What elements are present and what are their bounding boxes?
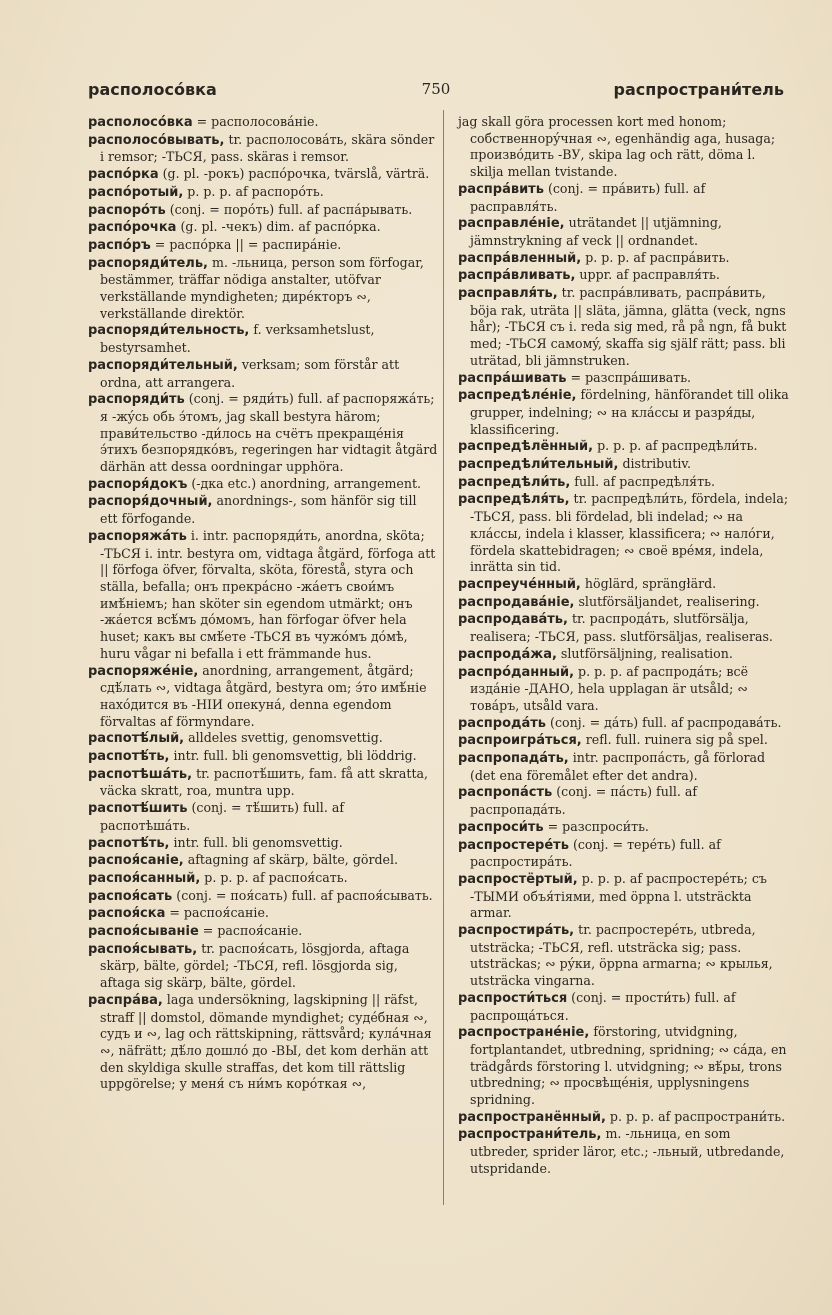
entry-headword: распропáсть	[458, 785, 553, 801]
dictionary-entry	[88, 493, 438, 527]
entry-headword: распоя́сываніе	[88, 924, 199, 940]
dictionary-entry	[458, 1024, 792, 1109]
dictionary-entry	[88, 800, 438, 834]
entry-headword: распóръ	[88, 237, 151, 253]
dictionary-entry	[458, 990, 792, 1024]
entry-definition: tr. распредѣли́ть, fördela, indela; -ТЬСЯ, pass. bli fördelad, bli indelad; ∾ на клáссы, indela i klasser, klassificera; ∾ налóги, fördela skattebidragen; ∾ своё врéмя, indela, inrätta sin tid.	[470, 491, 789, 575]
entry-definition: distributiv.	[618, 456, 692, 472]
entry-definition: jag skall göra processen kort med honom; собственнорýчная ∾, egenhändig aga, husaga; произвóдить -ВУ, skipa lag och rätt, döma l. skilja mellan tvistande.	[458, 114, 776, 180]
entry-definition: aftagning af skärp, bälte, gördel.	[183, 852, 399, 868]
entry-headword: распродáжа,	[458, 646, 557, 662]
entry-headword: распредѣлённый,	[458, 439, 594, 455]
entry-definition: fördelning, hänförandet till olika grupper, indelning; ∾ на клáссы и разря́ды, klassificering.	[470, 387, 789, 437]
dictionary-entry	[88, 870, 438, 888]
entry-headword: распоряди́ть	[88, 392, 185, 408]
entry-definition: intr. full. bli genomsvettig.	[169, 834, 343, 850]
entry-definition: p. p. p. af распредѣли́ть.	[593, 438, 758, 454]
entry-definition: tr. распотѣ́шить, fam. få att skratta, väcka skratt, roa, muntra upp.	[100, 765, 429, 799]
dictionary-entry	[458, 784, 792, 818]
entry-definition: = разспрáшивать.	[566, 369, 692, 385]
entry-definition: höglärd, sprängłärd.	[580, 575, 717, 591]
dictionary-entry	[458, 215, 792, 249]
dictionary-entry	[458, 438, 792, 456]
dictionary-entry	[458, 474, 792, 492]
dictionary-entry	[88, 766, 438, 800]
entry-headword: распотѣ́шить	[88, 801, 188, 817]
dictionary-entry	[88, 219, 438, 237]
entry-definition: (conj. = пáсть) full. af распропадáть.	[470, 784, 698, 818]
dictionary-entry	[458, 646, 792, 664]
entry-definition: full. af распредѣля́ть.	[570, 473, 715, 489]
entry-headword: распростерéть	[458, 837, 569, 853]
entry-headword: распотѣшáть,	[88, 766, 193, 782]
entry-definition: uträtandet || utjämning, jämnstrykning af veck || ordnandet.	[470, 215, 722, 248]
dictionary-entry	[88, 923, 438, 941]
entry-definition: tr. распрáвливать, распрáвить, böja rak, uträta || släta, jämna, glätta (veck, ngns hår); -ТЬСЯ съ i. reda sig med, rå på ngn, få bukt med; -ТЬСЯ самомý, skaffa sig själf rätt; pass. bli uträtad, bli jämnstruken.	[470, 285, 787, 368]
entry-headword: расправля́ть,	[458, 286, 558, 302]
entry-definition: alldeles svettig, genomsvettig.	[184, 730, 383, 746]
entry-definition: m. -льница, person som förfogar, bestämmer, träffar nödiga anstalter, utöfvar verkställande myndigheten; дирéкторъ ∾, verkställande direktör.	[100, 254, 424, 321]
entry-headword: распроигрáться,	[458, 733, 582, 749]
entry-headword: распространéніе,	[458, 1025, 590, 1041]
entry-headword: распоя́ска	[88, 906, 166, 922]
dictionary-entry	[88, 322, 438, 356]
dictionary-entry	[88, 941, 438, 992]
header-left-guideword: располосóвка	[88, 80, 217, 99]
entry-headword: распорóть	[88, 202, 166, 218]
entry-definition: p. p. p. af распрáвить.	[581, 249, 730, 265]
entry-definition: intr. распропáсть, gå förlorad (det ena föremålet efter det andra).	[470, 750, 766, 783]
entry-definition: (-дка etc.) anordning, arrangement.	[187, 475, 422, 491]
entry-headword: распоя́санный,	[88, 870, 201, 886]
entry-definition: (g. pl. -чекъ) dim. af распóрка.	[176, 219, 381, 235]
entry-headword: распредѣлéніе,	[458, 388, 577, 404]
entry-definition: (conj. = порóть) full. af распáрывать.	[165, 201, 413, 217]
entry-definition: = распоя́саніе.	[165, 905, 269, 921]
entry-headword: распотѣ́ть,	[88, 749, 170, 765]
entry-headword: распредѣли́ть,	[458, 474, 571, 490]
entry-headword: распропадáть,	[458, 751, 569, 767]
dictionary-entry	[88, 730, 438, 748]
dictionary-entry	[458, 250, 792, 268]
dictionary-entry	[88, 835, 438, 853]
dictionary-entry	[458, 576, 792, 594]
dictionary-entry	[88, 255, 438, 323]
entry-definition: tr. распоя́сать, lösgjorda, aftaga skärp, bälte, gördel; -ТЬСЯ, refl. lösgjorda sig, aftaga sig skärp, bälte, gördel.	[100, 940, 410, 991]
entry-headword: распотѣ́лый,	[88, 731, 185, 747]
entry-definition: (conj. = тѣ́шить) full. af распотѣшáть.	[100, 800, 345, 833]
entry-definition: = распоя́саніе.	[198, 923, 303, 939]
entry-definition: intr. full. bli genomsvettig, bli löddrig.	[169, 748, 417, 764]
dictionary-entry	[88, 748, 438, 766]
entry-definition: f. verksamhetslust, bestyrsamhet.	[100, 322, 375, 356]
dictionary-entry	[88, 663, 438, 731]
entry-definition: verksam; som förstår att ordna, att arrangera.	[100, 356, 400, 390]
dictionary-entry	[458, 837, 792, 871]
entry-headword: распоряди́тель,	[88, 255, 208, 271]
dictionary-entry	[88, 992, 438, 1093]
dictionary-entry	[88, 237, 438, 255]
entry-definition: = располосовáніе.	[192, 114, 319, 129]
entry-headword: распóротый,	[88, 184, 184, 200]
dictionary-entry	[88, 476, 438, 494]
entry-headword: распрáвливать,	[458, 268, 576, 284]
entry-definition: p. p. p. af распродáть; всё издáніе -ДАНО, hela upplagan är utsåld; ∾ товáръ, utsåld vara.	[470, 663, 749, 713]
column-divider	[443, 110, 444, 1205]
entry-definition: anordnings-, som hänför sig till ett förfogande.	[100, 493, 417, 527]
entry-headword: распредѣля́ть,	[458, 492, 570, 508]
dictionary-entry	[458, 491, 792, 576]
dictionary-entry	[88, 202, 438, 220]
dictionary-entry	[458, 285, 792, 370]
dictionary-entry	[458, 750, 792, 784]
right-column	[458, 114, 792, 1178]
dictionary-entry	[458, 871, 792, 922]
entry-headword: распространи́тель,	[458, 1127, 602, 1143]
entry-definition: = распóрка || = распирáніе.	[150, 236, 342, 252]
dictionary-entry	[458, 664, 792, 715]
entry-headword: распрости́ться	[458, 990, 568, 1006]
page-header	[88, 78, 784, 104]
entry-definition: p. p. p. af распростерéть; съ -ТЫМИ объя́тіями, med öppna l. utsträckta armar.	[470, 870, 767, 921]
dictionary-entry	[458, 611, 792, 645]
entry-headword: распредѣли́тельный,	[458, 457, 619, 473]
entry-headword: распрáвленный,	[458, 250, 582, 266]
header-right-guideword: распространи́тель	[613, 80, 784, 99]
entry-headword: распóрка	[88, 167, 159, 183]
entry-headword: распроси́ть	[458, 819, 544, 835]
dictionary-entry	[88, 528, 438, 663]
entry-headword: распреучéнный,	[458, 576, 581, 592]
entry-definition: refl. full. ruinera sig på spel.	[581, 732, 768, 748]
dictionary-entry	[88, 132, 438, 166]
entry-definition: = разспроси́ть.	[543, 818, 649, 834]
entry-definition: m. -льница, en som utbreder, sprider läror, etc.; -льный, utbredande, utspridande.	[470, 1126, 785, 1176]
entry-headword: распоряжáть	[88, 528, 187, 544]
entry-headword: распрóданный,	[458, 664, 575, 680]
dictionary-entry	[88, 357, 438, 391]
dictionary-entry	[458, 114, 792, 181]
entry-definition: (conj. = дáть) full. af распродавáть.	[546, 714, 782, 730]
entry-headword: распоря́докъ	[88, 476, 188, 492]
dictionary-entry	[88, 184, 438, 202]
entry-headword: распóрочка	[88, 220, 177, 236]
entry-headword: распоряди́тельный,	[88, 357, 238, 373]
entry-definition: slutförsäljning, realisation.	[556, 645, 733, 661]
entry-definition: (g. pl. -рокъ) распóрочка, tvärslå, värträ.	[158, 166, 430, 182]
entry-headword: расправлéніе,	[458, 216, 565, 232]
dictionary-entry	[458, 1109, 792, 1127]
entry-headword: распродавáть,	[458, 612, 568, 628]
dictionary-entry	[458, 594, 792, 612]
entry-headword: распотѣ́ть,	[88, 835, 170, 851]
entry-headword: распоя́сывать,	[88, 941, 198, 957]
page-number: 750	[421, 80, 451, 98]
entry-headword: распоряжéніе,	[88, 663, 199, 679]
dictionary-entry	[458, 370, 792, 388]
entry-definition: p. p. p. af распространи́ть.	[605, 1108, 786, 1124]
entry-headword: располосóвка	[88, 115, 193, 130]
dictionary-entry	[458, 922, 792, 990]
entry-definition: (conj. = терéть) full. af распростирáть.	[470, 836, 721, 870]
dictionary-entry	[458, 715, 792, 733]
dictionary-entry	[458, 181, 792, 215]
entry-definition: (conj. = поя́сать) full. af распоя́сывать.	[172, 887, 433, 903]
dictionary-entry	[458, 732, 792, 750]
entry-headword: распрáва,	[88, 992, 163, 1008]
entry-definition: (conj. = прости́ть) full. af распрощáться.	[470, 989, 736, 1023]
entry-headword: распрáвить	[458, 181, 544, 197]
left-column	[88, 114, 438, 1093]
entry-headword: распродавáніе,	[458, 594, 575, 610]
entry-definition: tr. распростерéть, utbreda, utsträcka; -ТЬСЯ, refl. utsträcka sig; pass. utsträckas; ∾ рýки, öppna armarna; ∾ крылья, utsträcka vingarna.	[470, 922, 773, 989]
entry-definition: uppr. af расправля́ть.	[575, 267, 720, 283]
dictionary-entry	[88, 905, 438, 923]
entry-headword: распоя́сать	[88, 888, 173, 904]
entry-headword: распростёртый,	[458, 871, 578, 887]
dictionary-entry	[458, 267, 792, 285]
dictionary-entry	[88, 114, 438, 132]
entry-definition: tr. располосовáть, skära sönder i remsor; -ТЬСЯ, pass. skäras i remsor.	[100, 131, 435, 165]
entry-definition: i. intr. распоряди́ть, anordna, sköta; -ТЬСЯ i. intr. bestyra om, vidtaga åtgärd, förfoga att || förfoga öfver, förvalta, sköta, förestå, styra och ställa, befalla; онъ прекрáсно -жáетъ свои́мъ имѣ́ніемъ; han sköter sin egendom utmärkt; онъ -жáется всѣ́мъ дóмомъ, han förfogar öfver hela huset; какъ вы смѣ́ете -ТЬСЯ въ чужóмъ дóмѣ, huru vågar ni befalla i ett främmande hus.	[100, 527, 436, 661]
entry-headword: располосóвывать,	[88, 132, 225, 148]
entry-definition: (conj. = ряди́ть) full. af распоряжáть; я -жýсь обь э́томъ, jag skall bestyra härom; прави́тельство -ди́лось на счётъ прекращéнія э́тихъ безпорядкóвъ, regeringen har vidtagit åtgärd därhän att dessa oordningar upphöra.	[100, 391, 438, 475]
entry-definition: p. p. p. af распоя́сать.	[200, 869, 348, 885]
entry-headword: распоя́саніе,	[88, 853, 184, 869]
dictionary-entry	[88, 166, 438, 184]
entry-definition: tr. распродáть, slutförsälja, realisera; -ТЬСЯ, pass. slutförsäljas, realiseras.	[470, 611, 773, 645]
dictionary-entry	[458, 1126, 792, 1177]
entry-definition: p. p. p. af распорóть.	[183, 183, 324, 199]
entry-definition: anordning, arrangement, åtgärd; сдѣ́лать ∾, vidtaga åtgärd, bestyra om; э́то имѣ́ніе нахóдится въ -НІИ опекунá, denna egendom förvaltas af förmyndare.	[100, 662, 427, 729]
entry-definition: laga undersökning, lagskipning || räfst, straff || domstol, dömande myndighet; судéбная ∾, судъ и ∾, lag och rättskipning, rättsvård; кулáчная ∾, näfrätt; дѣ́ло дошлó до -ВЫ, det kom derhän att den skyldiga skulle straffas, det kom till rättslig uppgörelse; у меня́ съ ни́мъ корóткая ∾,	[100, 991, 432, 1092]
dictionary-entry	[458, 819, 792, 837]
entry-definition: slutförsäljandet, realisering.	[574, 593, 760, 609]
entry-headword: распродáть	[458, 715, 547, 731]
dictionary-entry	[88, 852, 438, 870]
entry-headword: распростирáть,	[458, 923, 575, 939]
dictionary-entry	[458, 456, 792, 474]
entry-definition: (conj. = прáвить) full. af расправля́ть.	[470, 180, 706, 214]
dictionary-entry	[88, 888, 438, 906]
entry-headword: распространённый,	[458, 1109, 606, 1125]
entry-headword: распоря́дочный,	[88, 494, 213, 510]
entry-definition: förstoring, utvidgning, fortplantandet, utbredning, spridning; ∾ сáда, en trädgårds förstoring l. utvidgning; ∾ вѣ́ры, trons utbredning; ∾ просвѣщéнія, upplysningens spridning.	[470, 1024, 787, 1108]
entry-headword: распоряди́тельность,	[88, 323, 250, 339]
dictionary-entry	[88, 391, 438, 476]
entry-headword: распрáшивать	[458, 370, 567, 386]
dictionary-entry	[458, 387, 792, 438]
